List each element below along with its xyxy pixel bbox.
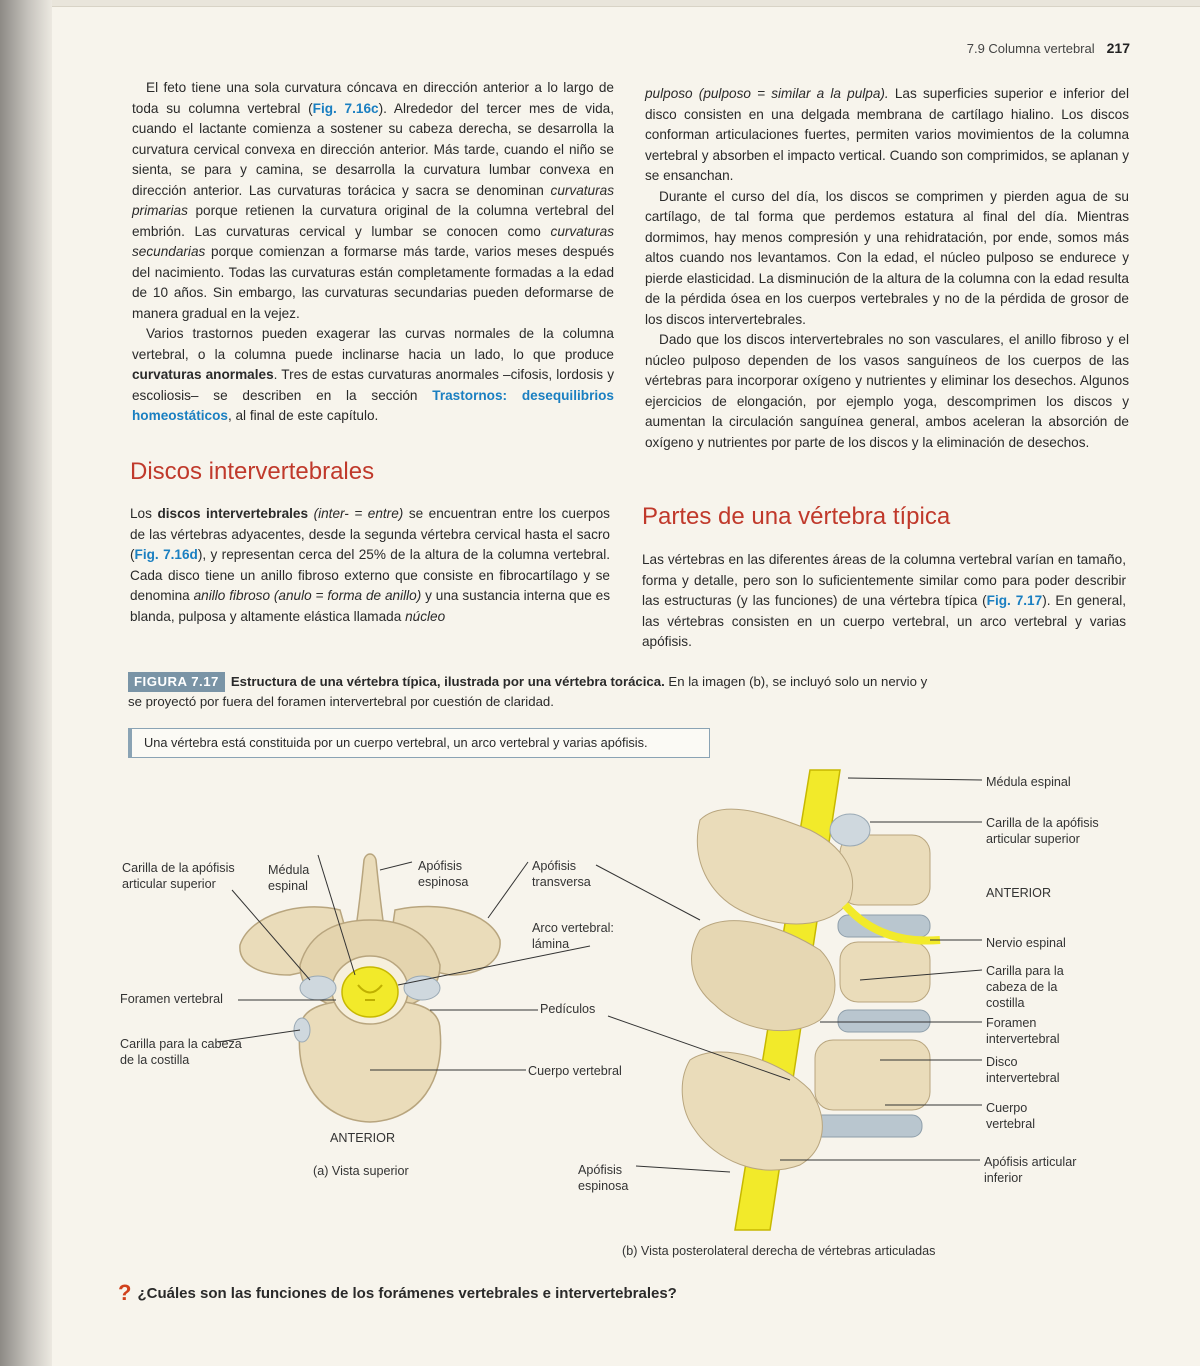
caption-text: En la imagen (b), se incluyó solo un nervio y se proyectó por fuera del foramen intervertebral por cuestión de claridad. (128, 674, 928, 709)
para-partes: Las vértebras en las diferentes áreas de la columna vertebral varían en tamaño, forma y detalle, pero son lo suficientemente similar como para poder describir las estructuras (y las funciones) de una vértebra típica (Fig. 7.17). En general, las vértebras consisten en un cuerpo vertebral, un arco vertebral y varias apófisis. (642, 552, 1127, 649)
para-fetal-curvature: El feto tiene una sola curvatura cóncava en dirección anterior a lo largo de toda su columna vertebral (Fig. 7.16c). Alrededor del tercer mes de vida, cuando el lactante comienza a sostener su cabeza derecha, se desarrolla la curvatura cervical convexa en dirección anterior. Más tarde, cuando el niño se sienta, se para y camina, se desarrolla la curvatura lumbar convexa en dirección anterior. Las curvaturas torácica y sacra se denominan curvaturas primarias porque retienen la curvatura original de la columna vertebral del embrión. Las curvaturas cervical y lumbar se conocen como curvaturas secundarias porque comienzan a formarse más tarde, varios meses después del nacimiento. Todas las curvaturas están completamente formadas a la edad de 10 años. Sin embargo, las curvaturas secundarias pueden deformarse de manera gradual en la vejez. (132, 80, 615, 321)
body-2 (840, 942, 930, 1002)
label-a-apofisis-transversa: Apófisis transversa (532, 859, 591, 889)
section-title: 7.9 Columna vertebral (966, 41, 1095, 56)
label-a-vista: (a) Vista superior (313, 1164, 409, 1178)
label-a-apofisis-espinosa: Apófisis espinosa (418, 859, 469, 889)
disc-2 (838, 1010, 930, 1032)
para-discos: Los discos intervertebrales (inter- = entre) se encuentran entre los cuerpos de las vértebras adyacentes, desde la segunda vértebra cervical hasta el sacro (Fig. 7.16d), y representan cerca del 25% de la altura de la columna vertebral. Cada disco tiene un anillo fibroso externo que consiste en fibrocartílago y se denomina anillo fibroso (anulo = forma de anillo) y una sustancia interna que es blanda, pulposa y altamente elástica llamada núcleo (130, 506, 611, 624)
label-b-disco: Disco intervertebral (986, 1055, 1060, 1085)
label-a-carilla-superior: Carilla de la apófisis articular superior (122, 861, 235, 891)
label-b-vista: (b) Vista posterolateral derecha de vértebras articuladas (622, 1244, 936, 1258)
label-a-medula: Médula espinal (268, 863, 310, 893)
heading-partes: Partes de una vértebra típica (642, 503, 951, 530)
label-a-anterior: ANTERIOR (330, 1131, 396, 1145)
fig-link-716c[interactable]: Fig. 7.16c (312, 100, 379, 116)
right-facet (404, 976, 440, 1000)
fig-link-716d[interactable]: Fig. 7.16d (134, 547, 198, 562)
question-mark-icon: ? (118, 1280, 132, 1305)
body-3 (815, 1040, 930, 1110)
heading-discos: Discos intervertebrales (130, 458, 375, 485)
label-b-medula: Médula espinal (986, 775, 1071, 789)
rib-facet (294, 1018, 310, 1042)
para-abnormal-curvatures: Varios trastornos pueden exagerar las curvas normales de la columna vertebral, o la columna puede inclinarse hacia un lado, lo que produce curvaturas anormales. Tres de estas curvaturas anormales –cifosis, lordosis y escoliosis– se describen en la sección Trastornos: desequilibrios homeostáticos, al final de este capítulo. (132, 326, 615, 423)
para-pulposo: pulposo (pulposo = similar a la pulpa). Las superficies superior e inferior del disco consisten en una delgada membrana de cartílago hialino. Los discos conforman articulaciones fuertes, permiten varios movimientos de la columna vertebral y absorben el impacto vertical. Cuando son comprimidos, se aplanan y se ensanchan. (645, 86, 1129, 183)
label-b-apofisis-espinosa: Apófisis espinosa (578, 1163, 629, 1193)
label-b-apofisis-inferior: Apófisis articular inferior (984, 1155, 1077, 1185)
figure-label: FIGURA 7.17 (128, 672, 225, 692)
label-a-carilla-costilla: Carilla para la cabeza de la costilla (120, 1037, 242, 1067)
figure-summary-box: Una vértebra está constituida por un cuerpo vertebral, un arco vertebral y varias apófisis. (128, 728, 710, 758)
para-dia: Durante el curso del día, los discos se comprimen y pierden agua de su cartílago, de tal forma que perdemos estatura al final del día. Mientras dormimos, hay menos compresión y una rehidratación, por ende, somos más altos cuando nos levantamos. Con la edad, el núcleo pulposo se endurece y pierde elasticidad. La disminución de la altura de la columna con la edad resulta de la pérdida ósea en los cuerpos vertebrales y no de la pérdida de grosor de los discos intervertebrales. (645, 188, 1129, 327)
label-a-foramen: Foramen vertebral (120, 992, 223, 1006)
left-facet (300, 976, 336, 1000)
label-b-anterior: ANTERIOR (986, 886, 1052, 900)
fig-link-717[interactable]: Fig. 7.17 (986, 593, 1043, 608)
label-b-foramen: Foramen intervertebral (986, 1016, 1060, 1046)
label-b-nervio: Nervio espinal (986, 936, 1066, 950)
label-a-cuerpo: Cuerpo vertebral (528, 1064, 622, 1078)
articulated-vertebrae (682, 770, 940, 1230)
superior-view-vertebra (240, 854, 500, 1122)
label-b-cuerpo: Cuerpo vertebral (986, 1101, 1035, 1131)
superior-facet-b (830, 814, 870, 846)
page-number: 217 (1106, 40, 1130, 56)
disc-3 (812, 1115, 922, 1137)
label-b-carilla-superior: Carilla de la apófisis articular superior (986, 816, 1099, 846)
label-a-arco: Arco vertebral: lámina (532, 921, 614, 951)
link-trastornos[interactable]: Trastornos: desequilibrios homeostáticos (132, 387, 614, 423)
review-question: ? ¿Cuáles son las funciones de los forámenes vertebrales e intervertebrales? (118, 1280, 677, 1305)
label-b-carilla-costilla: Carilla para la cabeza de la costilla (986, 964, 1064, 1010)
caption-bold: Estructura de una vértebra típica, ilustrada por una vértebra torácica. (230, 674, 665, 689)
para-vascular: Dado que los discos intervertebrales no son vasculares, el anillo fibroso y el núcleo pulposo dependen de los vasos sanguíneos de los cuerpos de las vértebras para incorporar oxígeno y nutrientes y eliminar los desechos. Algunos ejercicios de elongación, por ejemplo yoga, descomprimen los discos y aumentan la circulación sanguínea general, ambos aceleran la absorción de oxígeno y nutrientes por parte de los discos y la eliminación de desechos. (645, 332, 1129, 450)
vertebra-3-posterior (682, 1052, 822, 1170)
label-a-pediculos: Pedículos (540, 1002, 596, 1016)
